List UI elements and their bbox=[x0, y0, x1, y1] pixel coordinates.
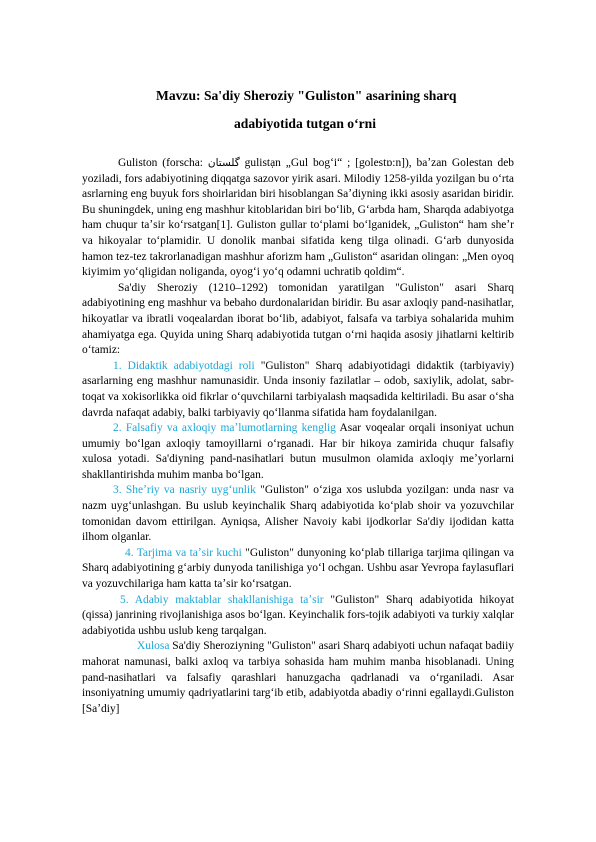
section-heading: 3. Sheʼriy va nasriy uygʻunlik bbox=[113, 484, 256, 497]
section-conclusion bbox=[82, 639, 514, 717]
section-heading: 5. Adabiy maktablar shakllanishiga taʼsir bbox=[120, 593, 324, 606]
section-text: Asar voqealar orqali insoniyat uchun umumiy boʻlgan axloqiy tamoyillarni oʻrganadi. Har bir hikoya zamirida chuqur falsafiy xulosa yotadi. Sa'diyning pand-nasihatlari butun musulmon olamida axloqiy meʼyorlarni shakllantirishda muhim manba boʻlgan. bbox=[82, 422, 514, 481]
section-philosophical bbox=[82, 421, 514, 483]
paragraph-intro bbox=[82, 156, 514, 281]
section-text: Sa'diy Sheroziyning "Guliston" asari Sharq adabiyoti uchun nafaqat badiiy mahorat namunasi, balki axloq va tarbiya sohasida ham muhim manba hisoblanadi. Uning pand-nasihatlari va falsafiy qarashlari hanuzgacha qadrlanadi va oʻrganiladi. Asar insoniyatning umumiy qadriyatlarini targʻib etib, adabiyotda abadiy oʻrinni egallaydi.Guliston [Saʼdiy] bbox=[82, 640, 515, 715]
section-heading: 2. Falsafiy va axloqiy maʼlumotlarning kenglig bbox=[113, 422, 336, 435]
section-text: "Guliston" Sharq adabiyotida hikoyat (qissa) janrining rivojlanishiga asos boʻlgan. Keyinchalik fors-tojik adabiyoti va turkiy xalqlar adabiyotida ushbu uslub keng tarqalgan. bbox=[82, 593, 514, 637]
paragraph-intro-text-a: Guliston (forscha: bbox=[118, 157, 208, 169]
section-heading: Xulosa bbox=[137, 640, 170, 653]
section-didactic bbox=[82, 359, 514, 421]
document-title-line-2: adabiyotida tutgan oʻrni bbox=[234, 116, 377, 131]
section-literary-schools bbox=[82, 593, 514, 640]
section-heading: 4. Tarjima va taʼsir kuchi bbox=[125, 546, 242, 559]
paragraph-intro-text-b: gulistạn „Gul bogʻi“ ; [golestɒ:n]), baʼzan Golestan deb yoziladi, fors adabiyotining diqqatga sazovor yirik asari. Milodiy 1258-yilda yozilgan bu oʻrta asrlarning eng buyuk fors shoirlaridan biri hisoblangan Saʼdiyning ikki asosiy asaridan biridir. Bu shuningdek, uning eng mashhur kitoblaridan biri boʻlib, Gʻarbda ham, Sharqda adabiyotga ham chuqur taʼsir koʻrsatgan[1]. Guliston gullar toʻplami boʻlganidek, „Guliston“ ham sheʼr va hikoyalar toʻplamidir. U donolik manbai sifatida keng tilga olinadi. Gʻarb dunyosida hamon tez-tez takrorlanadigan mashhur aforizm ham „Guliston“ asaridan olingan: „Men oyoq kiyimim yoʻqligidan noliganda, oyogʻi yoʻq odamni uchratib qoldim“. bbox=[82, 157, 514, 279]
section-poetic-prose bbox=[82, 483, 514, 545]
document-body bbox=[82, 156, 514, 717]
section-translation bbox=[82, 546, 514, 593]
section-text: "Guliston" dunyoning koʻplab tillariga tarjima qilingan va Sharq adabiyotining gʻarbiy dunyoda tanilishiga yoʻl ochgan. Ushbu asar Yevropa faylasuflari va yozuvchilariga ham katta taʼsir koʻrsatgan. bbox=[82, 546, 514, 591]
section-text: "Guliston" Sharq adabiyotidagi didaktik (tarbiyaviy) asarlarning eng mashhur namunasidir. Unda insoniy fazilatlar – odob, saxiylik, adolat, sabr-toqat va xokisorlikka oid fikrlar oʻquvchilarni tarbiyalash maqsadida keltiriladi. Bu asar oʻsha davrda nafaqat adabiy, balki tarbiyaviy qoʻllanma sifatida ham foydalanilgan. bbox=[82, 359, 514, 419]
section-heading: 1. Didaktik adabiyotdagi roli bbox=[113, 359, 255, 372]
section-text: "Guliston" oʻziga xos uslubda yozilgan: unda nasr va nazm uygʻunlashgan. Bu uslub keyinchalik Sharq adabiyotida koʻplab shoir va yozuvchilar tomonidan davom ettirilgan. Ayniqsa, Alisher Navoiy kabi ijodkorlar Sa'diy ijodidan katta ilhom olganlar. bbox=[82, 484, 514, 544]
paragraph-overview: Sa'diy Sheroziy (1210–1292) tomonidan yaratilgan "Guliston" asari Sharq adabiyotining eng mashhur va bebaho durdonalaridan biridir. Bu asar axloqiy pand-nasihatlar, hikoyatlar va ibratli voqealardan iborat boʻlib, adabiyot, falsafa va tarbiya sohalarida muhim ahamiyatga ega. Quyida uning Sharq adabiyotida tutgan oʻrni haqida asosiy jihatlarni keltirib oʻtamiz: bbox=[82, 281, 514, 357]
persian-word: گلستان bbox=[207, 157, 240, 169]
document-title-line-1: Mavzu: Sa'diy Sheroziy "Guliston" asarining sharq bbox=[156, 88, 457, 103]
